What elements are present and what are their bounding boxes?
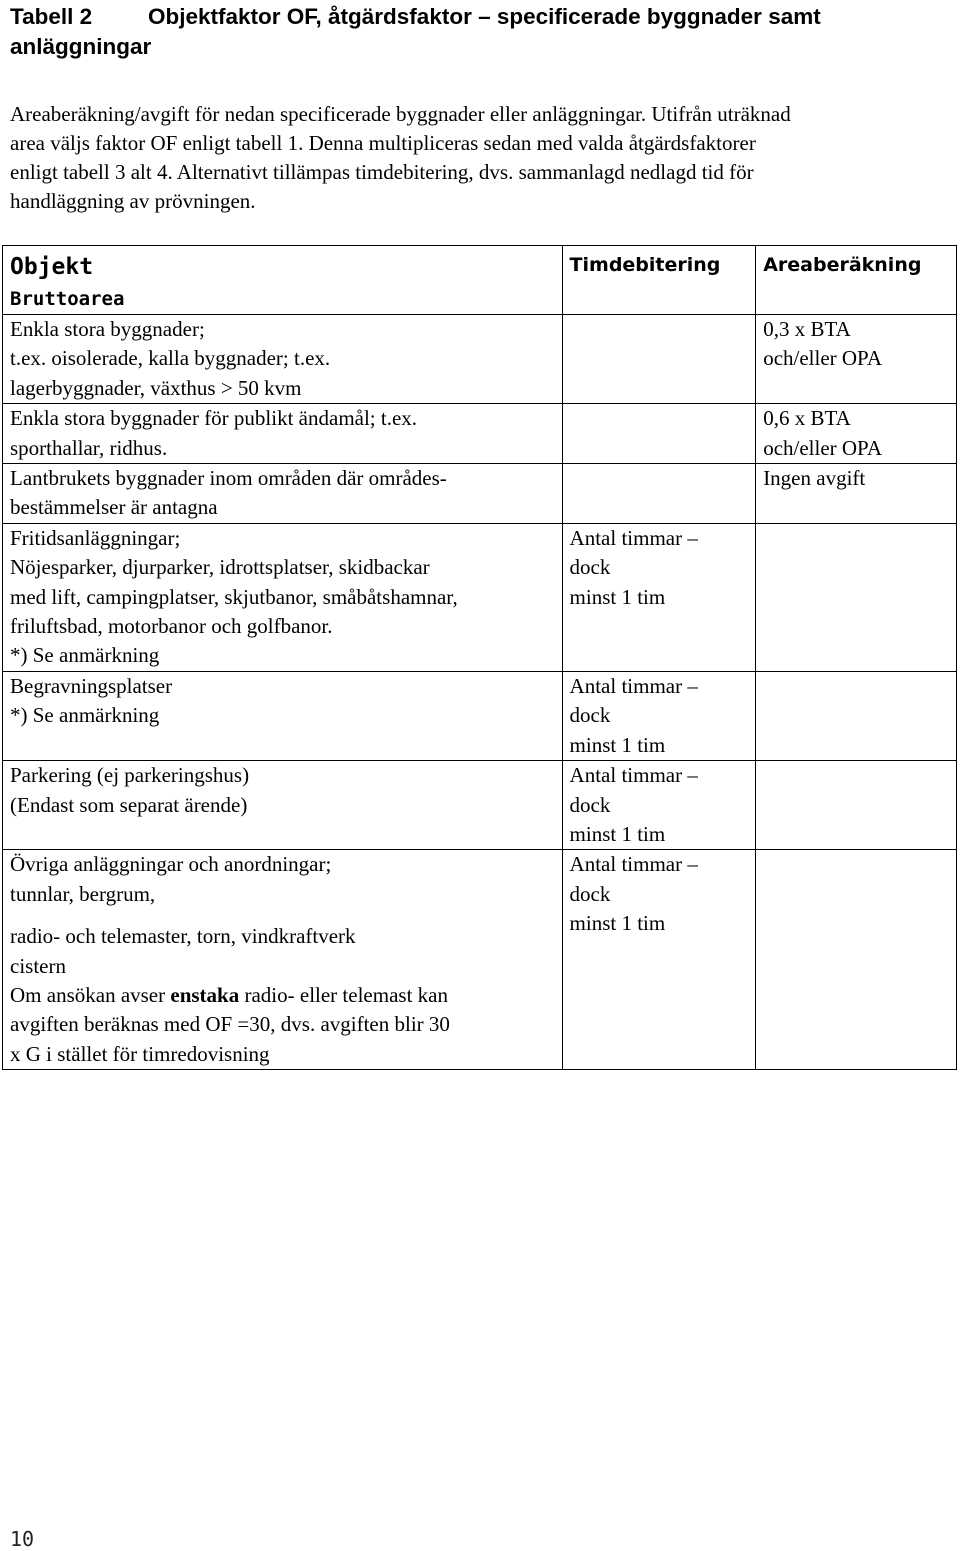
tim-line: minst 1 tim — [569, 732, 666, 757]
tim-line: minst 1 tim — [569, 911, 666, 936]
objekt-line: *) Se anmärkning — [10, 643, 160, 668]
table-row — [3, 850, 957, 1070]
areaberakning-cell — [756, 404, 957, 464]
objekt-line: med lift, campingplatser, skjutbanor, småbåtshamnar, — [10, 584, 458, 609]
table-row — [3, 404, 957, 464]
objekt-cell — [3, 761, 563, 850]
objekt-cell — [3, 523, 563, 671]
table-row — [3, 761, 957, 850]
objekt-line: Lantbrukets byggnader inom områden där områdes- — [10, 466, 447, 491]
areaberakning-cell — [756, 761, 957, 850]
area-line: och/eller OPA — [763, 346, 882, 371]
objekt-line: *) Se anmärkning — [10, 703, 160, 728]
header-areaberakning: Areaberäkning — [763, 254, 922, 276]
objekt-line: Begravningsplatser — [10, 673, 173, 698]
tim-line: dock — [569, 792, 611, 817]
objekt-cell — [3, 315, 563, 404]
fee-table — [2, 245, 957, 1070]
objekt-cell — [3, 464, 563, 524]
table-header-row — [3, 246, 957, 315]
tim-line: dock — [569, 555, 611, 580]
table-row — [3, 464, 957, 524]
tim-line: Antal timmar – — [569, 525, 698, 550]
objekt-line: lagerbyggnader, växthus > 50 kvm — [10, 375, 302, 400]
objekt-line: t.ex. oisolerade, kalla byggnader; t.ex. — [10, 346, 331, 371]
objekt-line: x G i stället för timredovisning — [10, 1041, 270, 1066]
objekt-line: avgiften beräknas med OF =30, dvs. avgiften blir 30 — [10, 1012, 450, 1037]
objekt-line: Parkering (ej parkeringshus) — [10, 763, 250, 788]
timdebitering-cell — [562, 464, 756, 524]
timdebitering-cell — [562, 315, 756, 404]
objekt-line: (Endast som separat ärende) — [10, 792, 248, 817]
areaberakning-cell — [756, 315, 957, 404]
objekt-line: Nöjesparker, djurparker, idrottsplatser, skidbackar — [10, 555, 430, 580]
header-timdebitering: Timdebitering — [569, 254, 721, 276]
spacer — [10, 909, 558, 922]
table-row — [3, 671, 957, 760]
timdebitering-cell — [562, 850, 756, 1070]
area-line: 0,3 x BTA — [763, 317, 851, 341]
tim-line: Antal timmar – — [569, 763, 698, 788]
tim-line: minst 1 tim — [569, 821, 666, 846]
table-heading — [10, 2, 950, 62]
header-areaberakning-cell — [756, 246, 957, 315]
intro-line: area väljs faktor OF enligt tabell 1. Denna multipliceras sedan med valda åtgärdsfaktorer — [10, 131, 756, 155]
area-line: 0,6 x BTA — [763, 406, 851, 431]
intro-line: Areaberäkning/avgift för nedan specificerade byggnader eller anläggningar. Utifrån uträknad — [10, 102, 791, 126]
areaberakning-cell — [756, 464, 957, 524]
note-prefix: Om ansökan avser — [10, 982, 171, 1007]
timdebitering-cell — [562, 404, 756, 464]
objekt-line: Enkla stora byggnader; — [10, 317, 205, 341]
objekt-line: radio- och telemaster, torn, vindkraftverk — [10, 924, 356, 949]
areaberakning-cell — [756, 523, 957, 671]
area-line: och/eller OPA — [763, 435, 882, 460]
header-objekt-cell — [3, 246, 563, 315]
tim-line: Antal timmar – — [569, 852, 698, 877]
objekt-cell — [3, 404, 563, 464]
table-title: Objektfaktor OF, åtgärdsfaktor – specificerade byggnader samt — [148, 4, 821, 29]
objekt-line: cistern — [10, 953, 66, 978]
objekt-line: friluftsbad, motorbanor och golfbanor. — [10, 614, 333, 639]
table-title-continued: anläggningar — [10, 34, 152, 59]
objekt-line: Övriga anläggningar och anordningar; — [10, 852, 332, 877]
tim-line: minst 1 tim — [569, 584, 666, 609]
objekt-cell — [3, 671, 563, 760]
tim-line: Antal timmar – — [569, 673, 698, 698]
objekt-line: sporthallar, ridhus. — [10, 435, 168, 460]
objekt-line: tunnlar, bergrum, — [10, 881, 156, 906]
objekt-line: Enkla stora byggnader för publikt ändamål; t.ex. — [10, 406, 418, 431]
timdebitering-cell — [562, 671, 756, 760]
header-timdebitering-cell — [562, 246, 756, 315]
header-bruttoarea: Bruttoarea — [10, 288, 125, 310]
heading-line-1 — [10, 2, 950, 32]
objekt-cell — [3, 850, 563, 1070]
timdebitering-cell — [562, 761, 756, 850]
enstaka-note-line — [10, 981, 558, 1010]
note-suffix: radio- eller telemast kan — [239, 982, 448, 1007]
page-number: 10 — [10, 1527, 35, 1551]
tim-line: dock — [569, 881, 611, 906]
tim-line: dock — [569, 703, 611, 728]
area-line: Ingen avgift — [763, 466, 866, 491]
areaberakning-cell — [756, 850, 957, 1070]
objekt-line: Fritidsanläggningar; — [10, 525, 181, 550]
intro-line: enligt tabell 3 alt 4. Alternativt tillämpas timdebitering, dvs. sammanlagd nedlagd tid för — [10, 160, 754, 184]
table-row — [3, 523, 957, 671]
header-objekt: Objekt — [10, 254, 94, 280]
areaberakning-cell — [756, 671, 957, 760]
note-emphasis: enstaka — [170, 982, 240, 1007]
objekt-line: bestämmelser är antagna — [10, 495, 218, 520]
intro-paragraph — [10, 100, 955, 216]
intro-line: handläggning av prövningen. — [10, 189, 256, 213]
table-row — [3, 315, 957, 404]
timdebitering-cell — [562, 523, 756, 671]
table-number: Tabell 2 — [10, 4, 93, 29]
